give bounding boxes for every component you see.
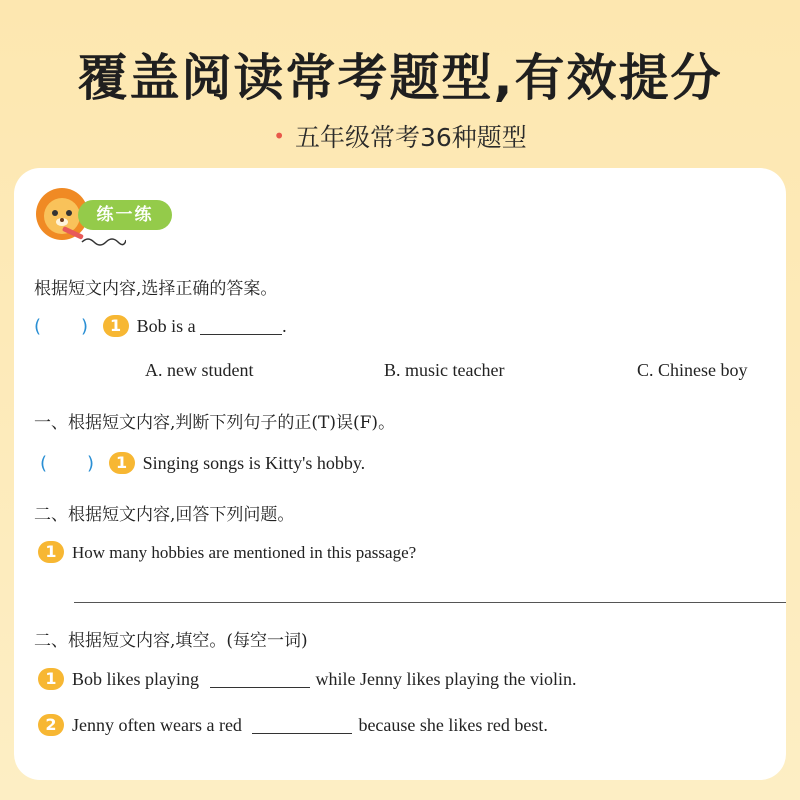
- question-text: Singing songs is Kitty's hobby.: [142, 453, 366, 473]
- question-number-badge: 1: [38, 668, 64, 690]
- question-true-false-1: [40, 452, 365, 474]
- headline: 覆盖阅读常考题型,有效提分: [77, 49, 723, 107]
- worksheet-card: [14, 168, 786, 780]
- answer-line[interactable]: [74, 602, 786, 603]
- answer-parentheses[interactable]: ( ): [40, 453, 95, 474]
- subheadline-text: 五年级常考36种题型: [294, 123, 527, 152]
- instruction-choose: 根据短文内容,选择正确的答案。: [34, 279, 278, 299]
- squiggle-decoration-icon: [80, 234, 126, 248]
- option-c[interactable]: C. Chinese boy: [637, 360, 748, 380]
- subheadline: [0, 118, 800, 154]
- instruction-fill-blanks: 二、根据短文内容,填空。(每空一词): [34, 631, 308, 651]
- question-text: Bob is a: [136, 316, 196, 336]
- answer-blank[interactable]: [252, 715, 352, 734]
- question-choose-1: ( ) 1 Bob is a .: [34, 316, 287, 337]
- question-fill-1: [38, 668, 576, 690]
- answer-parentheses[interactable]: ( ): [34, 316, 89, 337]
- practice-tag: 练一练: [78, 200, 172, 230]
- question-text: How many hobbies are mentioned in this passage?: [72, 543, 417, 562]
- question-text-before: Bob likes playing: [72, 669, 199, 689]
- option-a[interactable]: A. new student: [145, 360, 254, 380]
- question-number-badge: 1: [103, 315, 129, 337]
- question-number-badge: 1: [109, 452, 135, 474]
- instruction-true-false: 一、根据短文内容,判断下列句子的正(T)误(F)。: [34, 413, 396, 433]
- bullet-dot: •: [273, 124, 285, 148]
- question-fill-2: [38, 714, 548, 736]
- option-b[interactable]: B. music teacher: [384, 360, 505, 380]
- question-number-badge: 2: [38, 714, 64, 736]
- question-text-after: while Jenny likes playing the violin.: [315, 669, 577, 689]
- answer-blank[interactable]: [200, 316, 282, 335]
- question-number-badge: 1: [38, 541, 64, 563]
- answer-blank[interactable]: [210, 669, 310, 688]
- instruction-answer-questions: 二、根据短文内容,回答下列问题。: [34, 505, 295, 525]
- question-text-after: because she likes red best.: [358, 715, 548, 735]
- question-text-before: Jenny often wears a red: [72, 715, 242, 735]
- question-answer-1: [38, 541, 416, 563]
